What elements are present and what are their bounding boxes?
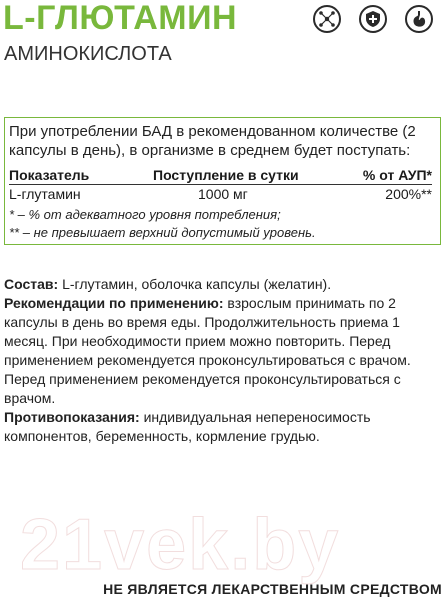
column-header-daily-intake: Поступление в сутки — [153, 167, 299, 183]
column-header-indicator: Показатель — [9, 167, 90, 183]
composition-label: Состав: — [4, 276, 59, 292]
contraindications-paragraph — [4, 408, 440, 446]
composition-paragraph — [4, 275, 440, 294]
composition-text: L-глутамин, оболочка капсулы (желатин). — [58, 276, 332, 292]
recommendations-label: Рекомендации по применению: — [4, 295, 224, 311]
not-medicine-notice: НЕ ЯВЛЯЕТСЯ ЛЕКАРСТВЕННЫМ СРЕДСТВОМ — [103, 581, 442, 597]
recommendations-text: взрослым принимать по 2 капсулы в день во время еды. Продолжительность приема 1 месяц. При необходимости прием можно повторить. Перед применением рекомендуется проконсультироваться с врачом. — [4, 295, 411, 368]
table-cell-amount: 1000 мг — [198, 186, 248, 202]
composition-section — [4, 275, 440, 446]
consult-line: Перед применением рекомендуется проконсультироваться с врачом. — [4, 371, 401, 406]
stomach-icon — [405, 5, 433, 33]
intake-intro-text: При употреблении БАД в рекомендованном количестве (2 капсулы в день), в организме в среднем будет поступать: — [9, 123, 416, 159]
table-cell-name: L-глутамин — [9, 186, 81, 202]
product-title: L-ГЛЮТАМИН — [3, 0, 238, 37]
footnote-2: ** – не превышает верхний допустимый уровень. — [9, 225, 316, 240]
table-cell-percent: 200%** — [385, 186, 432, 202]
molecule-icon — [313, 5, 341, 33]
contraindications-label: Противопоказания: — [4, 409, 140, 425]
contraindications-text: индивидуальная непереносимость компонентов, беременность, кормление грудью. — [4, 409, 371, 444]
product-subtitle: АМИНОКИСЛОТА — [4, 43, 172, 65]
nutrition-info-box — [4, 117, 441, 245]
recommendations-paragraph — [4, 294, 440, 370]
column-header-percent: % от АУП* — [362, 167, 432, 183]
shield-plus-icon — [359, 5, 387, 33]
watermark: 21vek.by — [20, 505, 341, 585]
footnote-1: * – % от адекватного уровня потребления; — [9, 207, 281, 222]
